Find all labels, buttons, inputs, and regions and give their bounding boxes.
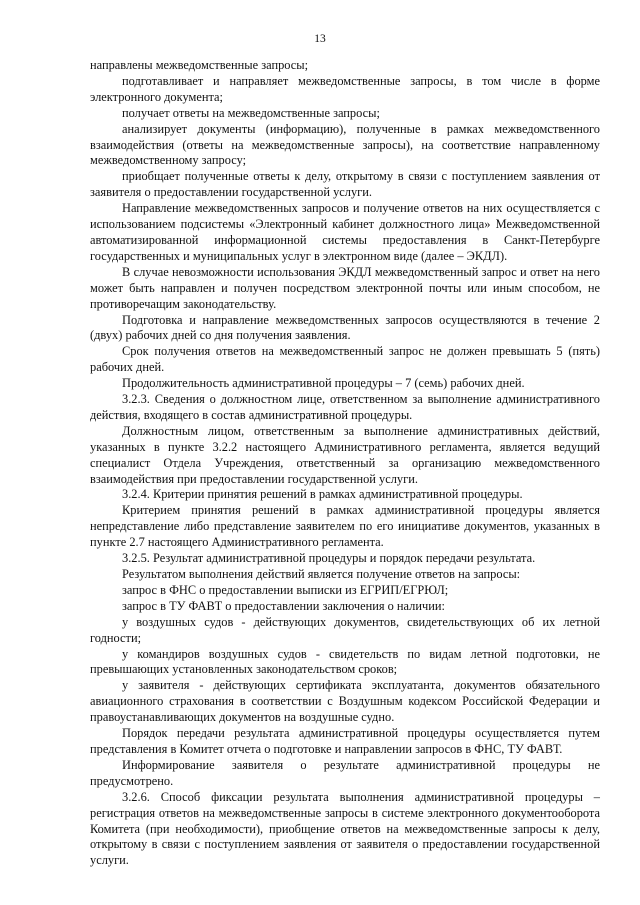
paragraph: В случае невозможности использования ЭКДЛ межведомственный запрос и ответ на него может быть направлен и получен посредством электронной почты или иным способом, не противоречащим законодательству. (90, 264, 600, 311)
paragraph: приобщает полученные ответы к делу, открытому в связи с поступлением заявления от заявителя о предоставлении государственной услуги. (90, 169, 600, 200)
page-number: 13 (314, 33, 326, 45)
list-item: запрос в ТУ ФАВТ о предоставлении заключения о наличии: (122, 598, 445, 613)
list-item: у командиров воздушных судов - свидетельств по видам летной подготовки, не превышающих установленных законодательством сроков; (90, 646, 600, 677)
paragraph: Должностным лицом, ответственным за выполнение административных действий, указанных в пункте 3.2.2 настоящего Административного регламента, является ведущий специалист Отдела Учреждения, ответственный за организацию межведомственного взаимодействия при предоставлении государственной услуги. (90, 423, 600, 486)
paragraph: Порядок передачи результата административной процедуры осуществляется путем представления в Комитет отчета о подготовке и направлении запросов в ФНС, ТУ ФАВТ. (90, 726, 600, 756)
paragraph: Информирование заявителя о результате административной процедуры не предусмотрено. (90, 757, 600, 788)
paragraph: получает ответы на межведомственные запросы; (122, 105, 380, 120)
paragraph: Срок получения ответов на межведомственный запрос не должен превышать 5 (пять) рабочих дней. (90, 344, 600, 375)
paragraph: подготавливает и направляет межведомственные запросы, в том числе в форме электронного документа; (90, 73, 600, 104)
section-heading: 3.2.3. Сведения о должностном лице, ответственном за выполнение административного действия, входящего в состав административной процедуры. (90, 392, 600, 422)
paragraph: Подготовка и направление межведомственных запросов осуществляются в течение 2 (двух) рабочих дней со дня получения заявления. (90, 312, 600, 343)
paragraph: анализирует документы (информацию), полученные в рамках межведомственного взаимодействия (ответы на межведомственные запросы), на соответствие направленному межведомственному запросу; (90, 121, 600, 168)
list-item: у воздушных судов - действующих документов, свидетельствующих об их летной годности; (90, 614, 600, 645)
section-heading: 3.2.4. Критерии принятия решений в рамках административной процедуры. (122, 487, 523, 502)
paragraph: Критерием принятия решений в рамках административной процедуры является непредставление либо представление заявителем по его инициативе документов, указанных в пункте 2.7 настоящего Административного регламента. (90, 503, 600, 550)
section-heading: 3.2.6. Способ фиксации результата выполнения административной процедуры – регистрация ответов на межведомственные запросы в системе электронного документооборота Комитета (при необходимости), приобщение ответов на межведомственные запросы к делу, открытому в связи с поступлением заявления от заявителя о предоставлении государственной услуги. (90, 789, 600, 868)
paragraph: направлены межведомственные запросы; (90, 58, 309, 72)
section-heading: 3.2.5. Результат административной процедуры и порядок передачи результата. (122, 551, 536, 566)
document-body (90, 58, 600, 869)
paragraph: Направление межведомственных запросов и получение ответов на них осуществляется с использованием подсистемы «Электронный кабинет должностного лица» Межведомственной автоматизированной информационной системы предоставления в Санкт-Петербурге государственных и муниципальных услуг в электронном виде (далее – ЭКДЛ). (90, 201, 600, 263)
list-item: у заявителя - действующих сертификата эксплуатанта, документов обязательного авиационного страхования в соответствии с Воздушным кодексом Российской Федерации и правоустанавливающих документов на воздушные судно. (90, 678, 600, 725)
paragraph: Результатом выполнения действий является получение ответов на запросы: (122, 567, 521, 581)
list-item: запрос в ФНС о предоставлении выписки из ЕГРИП/ЕГРЮЛ; (122, 582, 449, 597)
paragraph: Продолжительность административной процедуры – 7 (семь) рабочих дней. (122, 376, 525, 391)
